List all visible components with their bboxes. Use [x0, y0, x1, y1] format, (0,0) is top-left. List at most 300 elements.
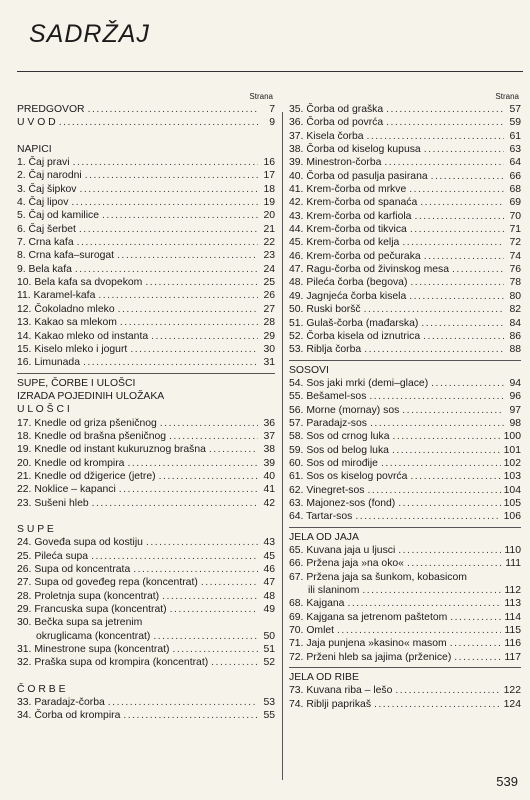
dot-leader	[172, 643, 258, 656]
entry-page-number: 50	[263, 630, 275, 642]
toc-entry[interactable]	[17, 457, 275, 470]
entry-title: 9. Bela kafa	[17, 263, 72, 275]
dot-leader	[367, 130, 504, 143]
dot-leader	[75, 263, 258, 276]
dot-leader	[98, 289, 258, 302]
toc-entry[interactable]	[289, 470, 521, 483]
toc-entry[interactable]	[17, 103, 275, 116]
dot-leader	[159, 470, 258, 483]
entry-page-number: 9	[269, 117, 275, 129]
section-rule	[289, 667, 521, 668]
dot-leader	[120, 316, 258, 329]
entry-page-number: 16	[263, 157, 275, 169]
dot-leader	[410, 223, 504, 236]
entry-page-number: 66	[509, 170, 521, 182]
toc-entry[interactable]	[17, 276, 275, 289]
entry-page-number: 71	[509, 224, 521, 236]
dot-leader	[402, 404, 504, 417]
entry-title: 56. Morne (mornay) sos	[289, 404, 400, 416]
entry-title: 35. Čorba od graška	[289, 104, 384, 115]
entry-title: 69. Kajgana sa jetrenom paštetom	[289, 611, 448, 623]
entry-title: 67. Pržena jaja sa šunkom, kobasicom	[289, 571, 467, 583]
entry-title: 44. Krem-čorba od tikvica	[289, 224, 407, 236]
toc-entry[interactable]	[289, 236, 521, 249]
entry-title: 31. Minestrone supa (koncentrat)	[17, 644, 170, 656]
section-spacer	[17, 670, 275, 683]
entry-title: 42. Krem-čorba od spanaća	[289, 197, 418, 209]
toc-entry[interactable]	[289, 276, 521, 289]
dot-leader	[367, 484, 500, 497]
entry-page-number: 42	[263, 497, 275, 509]
entry-title: 66. Pržena jaja »na oko«	[289, 558, 404, 570]
toc-entry[interactable]	[17, 196, 275, 209]
entry-page-number: 26	[263, 290, 275, 302]
entry-title: 61. Sos os kiselog povrća	[289, 471, 408, 483]
entry-title: 60. Sos od mirođije	[289, 457, 378, 469]
toc-right-column	[289, 90, 521, 711]
dot-leader	[337, 624, 501, 637]
entry-title: 68. Kajgana	[289, 598, 345, 610]
entry-title: 5. Čaj od kamilice	[17, 210, 100, 222]
entry-page-number: 41	[263, 484, 275, 496]
dot-leader	[119, 483, 258, 496]
entry-page-number: 27	[263, 303, 275, 315]
entry-page-number: 103	[503, 471, 521, 483]
dot-leader	[398, 497, 500, 510]
entry-title: 53. Riblja čorba	[289, 344, 362, 356]
entry-page-number: 39	[263, 457, 275, 469]
toc-entry[interactable]	[17, 303, 275, 316]
entry-page-number: 96	[509, 391, 521, 403]
toc-entry[interactable]	[289, 611, 521, 624]
dot-leader	[407, 557, 502, 570]
toc-entry[interactable]	[289, 444, 521, 457]
page-number: 539	[496, 774, 518, 789]
entry-page-number: 55	[263, 710, 275, 722]
dot-leader	[201, 576, 258, 589]
dot-leader	[364, 303, 504, 316]
toc-entry[interactable]	[17, 289, 275, 302]
entry-title: 65. Kuvana jaja u ljusci	[289, 545, 396, 556]
entry-page-number: 24	[263, 263, 275, 275]
entry-title: 28. Proletnja supa (koncentrat)	[17, 590, 160, 602]
entry-title: 55. Bešamel-sos	[289, 391, 367, 403]
section-heading: SUPE, ČORBE I ULOŠCI	[17, 377, 136, 389]
dot-leader	[153, 630, 258, 643]
entry-title: 12. Čokoladno mleko	[17, 303, 115, 315]
toc-entry[interactable]	[289, 143, 521, 156]
entry-title: 41. Krem-čorba od mrkve	[289, 184, 407, 196]
entry-title: 54. Sos jaki mrki (demi–glace)	[289, 377, 429, 389]
entry-page-number: 31	[263, 357, 275, 369]
toc-entry[interactable]	[289, 317, 521, 330]
toc-entry[interactable]	[289, 484, 521, 497]
entry-page-number: 17	[263, 170, 275, 182]
toc-entry[interactable]	[17, 316, 275, 329]
dot-leader	[452, 263, 504, 276]
toc-entry[interactable]	[17, 630, 275, 643]
toc-entry[interactable]	[17, 709, 275, 722]
dot-leader	[211, 656, 258, 669]
entry-page-number: 124	[503, 698, 521, 710]
dot-leader	[145, 276, 258, 289]
entry-page-number: 122	[503, 685, 521, 697]
entry-page-number: 61	[509, 130, 521, 142]
toc-entry[interactable]	[289, 263, 521, 276]
entry-page-number: 68	[509, 184, 521, 196]
dot-leader	[369, 390, 504, 403]
entry-page-number: 23	[263, 250, 275, 262]
dot-leader	[409, 183, 504, 196]
toc-entry[interactable]	[17, 590, 275, 603]
entry-title: 47. Ragu-čorba od živinskog mesa	[289, 264, 449, 276]
entry-title: 23. Sušeni hleb	[17, 497, 89, 509]
dot-leader	[92, 497, 258, 510]
toc-entry[interactable]	[289, 404, 521, 417]
dot-leader	[370, 417, 504, 430]
entry-title: 46. Krem-čorba od pečuraka	[289, 250, 421, 262]
dot-leader	[102, 209, 258, 222]
toc-left-list	[17, 103, 275, 723]
entry-page-number: 94	[509, 377, 521, 389]
dot-leader	[169, 430, 258, 443]
entry-title: 11. Karamel-kafa	[17, 290, 96, 302]
dot-leader	[85, 169, 258, 182]
entry-page-number: 53	[263, 697, 275, 709]
column-divider	[282, 112, 283, 780]
dot-leader	[162, 590, 258, 603]
dot-leader	[160, 417, 258, 430]
toc-entry[interactable]	[17, 656, 275, 669]
dot-leader	[381, 457, 501, 470]
toc-entry[interactable]	[289, 417, 521, 430]
section-heading: IZRADA POJEDINIH ULOŽAKA	[17, 390, 165, 402]
entry-title: 1. Čaj pravi	[17, 157, 70, 169]
dot-leader	[71, 196, 258, 209]
entry-title: 71. Jaja punjena »kasino« masom	[289, 638, 447, 650]
entry-page-number: 46	[263, 564, 275, 575]
entry-page-number: 29	[263, 330, 275, 342]
entry-title: 43. Krem-čorba od karfiola	[289, 210, 412, 222]
entry-title: 70. Omlet	[289, 625, 335, 637]
toc-entry[interactable]	[289, 430, 521, 443]
dot-leader	[59, 116, 258, 129]
section-rule	[289, 527, 521, 528]
toc-entry[interactable]	[17, 470, 275, 483]
dot-leader	[83, 356, 258, 369]
toc-entry[interactable]	[17, 696, 275, 709]
entry-page-number: 101	[503, 444, 521, 456]
dot-leader	[146, 536, 258, 549]
entry-page-number: 37	[263, 430, 275, 442]
entry-page-number: 113	[504, 598, 521, 610]
toc-entry[interactable]	[289, 250, 521, 263]
toc-entry[interactable]	[289, 116, 521, 129]
entry-title: 30. Bečka supa sa jetrenim	[17, 617, 143, 629]
section-rule	[289, 360, 521, 361]
toc-entry[interactable]	[289, 597, 521, 610]
entry-page-number: 18	[263, 183, 275, 195]
toc-entry[interactable]	[17, 417, 275, 430]
toc-entry[interactable]	[289, 624, 521, 637]
toc-entry[interactable]	[17, 263, 275, 276]
toc-entry[interactable]	[289, 223, 521, 236]
entry-page-number: 110	[504, 545, 521, 556]
entry-title: 10. Bela kafa sa dvopekom	[17, 277, 143, 289]
entry-title: 33. Paradajz-čorba	[17, 697, 105, 709]
entry-title: 72. Prženi hleb sa jajima (prženice)	[289, 651, 452, 663]
dot-leader	[421, 317, 504, 330]
entry-title: 36. Čorba od povrća	[289, 117, 384, 129]
entry-title: ili slaninom	[308, 585, 360, 597]
entry-page-number: 30	[263, 343, 275, 355]
section-spacer	[17, 510, 275, 523]
dot-leader	[355, 510, 500, 523]
entry-page-number: 97	[509, 404, 521, 416]
toc-entry[interactable]	[17, 483, 275, 496]
toc-entry[interactable]	[289, 156, 521, 169]
entry-title: 58. Sos od crnog luka	[289, 431, 390, 443]
toc-entry[interactable]	[17, 156, 275, 169]
toc-entry[interactable]	[17, 223, 275, 236]
entry-page-number: 72	[509, 237, 521, 249]
dot-leader	[123, 709, 258, 722]
dot-leader	[402, 236, 504, 249]
toc-entry[interactable]	[17, 209, 275, 222]
dot-leader	[393, 430, 501, 443]
entry-title: 2. Čaj narodni	[17, 170, 82, 182]
entry-page-number: 49	[263, 604, 275, 616]
toc-entry[interactable]	[17, 576, 275, 589]
toc-entry[interactable]	[289, 544, 521, 557]
dot-leader	[130, 343, 258, 356]
toc-entry[interactable]	[17, 443, 275, 456]
entry-page-number: 88	[509, 344, 521, 356]
entry-title: 16. Limunada	[17, 357, 80, 369]
dot-leader	[73, 156, 258, 169]
entry-title: 7. Crna kafa	[17, 237, 74, 249]
entry-page-number: 63	[509, 144, 521, 156]
toc-entry[interactable]	[289, 377, 521, 390]
dot-leader	[420, 196, 504, 209]
dot-leader	[409, 290, 504, 303]
section-heading: JELA OD RIBE	[289, 672, 359, 684]
entry-page-number: 48	[263, 590, 275, 602]
dot-leader	[398, 544, 501, 557]
entry-title: 59. Sos od belog luka	[289, 444, 389, 456]
dot-leader	[392, 444, 501, 457]
toc-entry[interactable]	[17, 603, 275, 616]
entry-title: 34. Čorba od krompira	[17, 710, 121, 722]
dot-leader	[108, 696, 258, 709]
entry-title: okruglicama (koncentrat)	[36, 630, 151, 642]
entry-page-number: 70	[509, 210, 521, 222]
toc-entry[interactable]	[17, 330, 275, 343]
toc-entry[interactable]	[289, 497, 521, 510]
toc-entry[interactable]	[289, 390, 521, 403]
toc-entry[interactable]	[17, 550, 275, 563]
entry-page-number: 69	[509, 197, 521, 209]
entry-title: 6. Čaj šerbet	[17, 223, 76, 235]
dot-leader	[117, 249, 258, 262]
dot-leader	[79, 223, 258, 236]
entry-title: 25. Pileća supa	[17, 550, 89, 562]
toc-entry[interactable]	[17, 116, 275, 129]
entry-title: 37. Kisela čorba	[289, 130, 364, 142]
strana-label: Strana	[249, 92, 273, 101]
entry-title: 15. Kiselo mleko i jogurt	[17, 343, 128, 355]
entry-title: 51. Gulaš-čorba (mađarska)	[289, 317, 419, 329]
entry-title: 39. Minestron-čorba	[289, 157, 382, 169]
entry-title: 38. Čorba od kiselog kupusa	[289, 144, 421, 156]
entry-page-number: 105	[503, 497, 521, 509]
dot-leader	[209, 443, 258, 456]
entry-title: 74. Riblji paprikaš	[289, 698, 372, 710]
entry-title: 19. Knedle od instant kukuruznog brašna	[17, 444, 206, 456]
toc-entry[interactable]	[17, 430, 275, 443]
entry-title: 50. Ruski boršč	[289, 304, 361, 316]
section-heading: U L O Š C I	[17, 404, 70, 416]
toc-entry[interactable]	[289, 457, 521, 470]
toc-entry[interactable]	[289, 343, 521, 356]
toc-entry[interactable]	[289, 130, 521, 143]
entry-page-number: 59	[509, 117, 521, 129]
dot-leader	[79, 183, 258, 196]
dot-leader	[424, 143, 504, 156]
entry-page-number: 20	[263, 210, 275, 222]
section-heading: Č O R B E	[17, 683, 66, 695]
toc-entry[interactable]	[17, 249, 275, 262]
entry-title: U V O D	[17, 117, 56, 129]
entry-page-number: 115	[504, 625, 521, 637]
entry-page-number: 116	[504, 638, 521, 650]
entry-page-number: 114	[504, 611, 521, 623]
dot-leader	[454, 651, 501, 664]
toc-entry[interactable]	[17, 236, 275, 249]
dot-leader	[450, 637, 502, 650]
entry-title: 48. Pileća čorba (begova)	[289, 277, 408, 289]
dot-leader	[414, 210, 504, 223]
toc-entry[interactable]	[289, 183, 521, 196]
entry-page-number: 117	[504, 651, 521, 663]
toc-entry[interactable]	[289, 303, 521, 316]
entry-page-number: 40	[263, 470, 275, 482]
dot-leader	[386, 116, 504, 129]
toc-entry[interactable]	[289, 557, 521, 570]
entry-title: 27. Supa od govеđeg repa (koncentrat)	[17, 577, 198, 589]
dot-leader	[91, 550, 258, 563]
toc-entry[interactable]	[289, 698, 521, 711]
toc-entry[interactable]	[289, 684, 521, 697]
toc-entry[interactable]	[289, 330, 521, 343]
section-heading: SOSOVI	[289, 364, 329, 376]
entry-title: 49. Jagnjeća čorba kisela	[289, 290, 407, 302]
entry-page-number: 45	[263, 550, 275, 562]
toc-entry[interactable]	[289, 651, 521, 664]
dot-leader	[384, 156, 504, 169]
toc-entry[interactable]	[17, 643, 275, 656]
toc-entry[interactable]	[289, 290, 521, 303]
toc-entry[interactable]	[17, 183, 275, 196]
entry-page-number: 84	[509, 317, 521, 329]
entry-title: 21. Knedle od džigerice (jetre)	[17, 470, 156, 482]
entry-title: 17. Knedle od griza pšeničnog	[17, 417, 157, 429]
toc-right-list	[289, 103, 521, 711]
dot-leader	[395, 684, 500, 697]
toc-entry[interactable]	[17, 343, 275, 356]
entry-title: 18. Knedle od brašna pšeničnog	[17, 430, 167, 442]
dot-leader	[450, 611, 501, 624]
section-heading: S U P E	[17, 523, 54, 535]
entry-page-number: 82	[509, 304, 521, 316]
toc-entry[interactable]	[289, 210, 521, 223]
entry-page-number: 25	[263, 277, 275, 289]
dot-leader	[431, 170, 504, 183]
entry-page-number: 64	[509, 157, 521, 169]
entry-page-number: 76	[509, 264, 521, 276]
toc-entry[interactable]	[17, 169, 275, 182]
entry-title: 32. Praška supa od krompira (koncentrat)	[17, 657, 209, 669]
entry-page-number: 51	[263, 644, 275, 656]
toc-entry[interactable]	[17, 536, 275, 549]
dot-leader	[374, 698, 501, 711]
entry-page-number: 106	[503, 511, 521, 523]
entry-page-number: 28	[263, 317, 275, 329]
dot-leader	[127, 457, 258, 470]
toc-entry-line	[17, 616, 275, 629]
entry-title: 40. Čorba od pasulja pasirana	[289, 170, 428, 182]
entry-title: 63. Majonez-sos (fond)	[289, 497, 396, 509]
entry-title: 45. Krem-čorba od kelja	[289, 237, 400, 249]
entry-page-number: 111	[505, 558, 521, 570]
entry-page-number: 19	[263, 197, 275, 209]
dot-leader	[364, 343, 504, 356]
dot-leader	[170, 603, 258, 616]
entry-page-number: 36	[263, 417, 275, 429]
dot-leader	[431, 377, 504, 390]
toc-entry[interactable]	[289, 584, 521, 597]
entry-title: 73. Kuvana riba – lešo	[289, 685, 393, 697]
toc-entry[interactable]	[289, 196, 521, 209]
entry-page-number: 38	[263, 444, 275, 456]
dot-leader	[362, 584, 501, 597]
dot-leader	[151, 330, 258, 343]
entry-title: 64. Tartar-sos	[289, 511, 353, 523]
toc-entry[interactable]	[17, 356, 275, 369]
entry-page-number: 74	[509, 250, 521, 262]
toc-entry[interactable]	[17, 497, 275, 510]
toc-entry[interactable]	[289, 103, 521, 116]
entry-page-number: 78	[509, 277, 521, 289]
dot-leader	[77, 236, 258, 249]
strana-label: Strana	[495, 92, 519, 101]
dot-leader	[424, 250, 504, 263]
dot-leader	[118, 303, 258, 316]
dot-leader	[133, 563, 258, 576]
entry-title: 62. Vinegret-sos	[289, 484, 365, 496]
entry-title: 8. Crna kafa–surogat	[17, 250, 115, 262]
entry-title: 22. Noklice – kapanci	[17, 484, 116, 496]
toc-entry[interactable]	[289, 510, 521, 523]
toc-entry[interactable]	[289, 637, 521, 650]
entry-title: 26. Supa od koncentrata	[17, 564, 131, 575]
entry-title: 24. Goveđa supa od kostiju	[17, 537, 143, 549]
entry-title: 52. Čorba kisela od iznutrica	[289, 330, 421, 342]
entry-page-number: 100	[503, 431, 521, 443]
entry-page-number: 22	[263, 237, 275, 249]
toc-entry[interactable]	[17, 563, 275, 576]
toc-entry[interactable]	[289, 170, 521, 183]
